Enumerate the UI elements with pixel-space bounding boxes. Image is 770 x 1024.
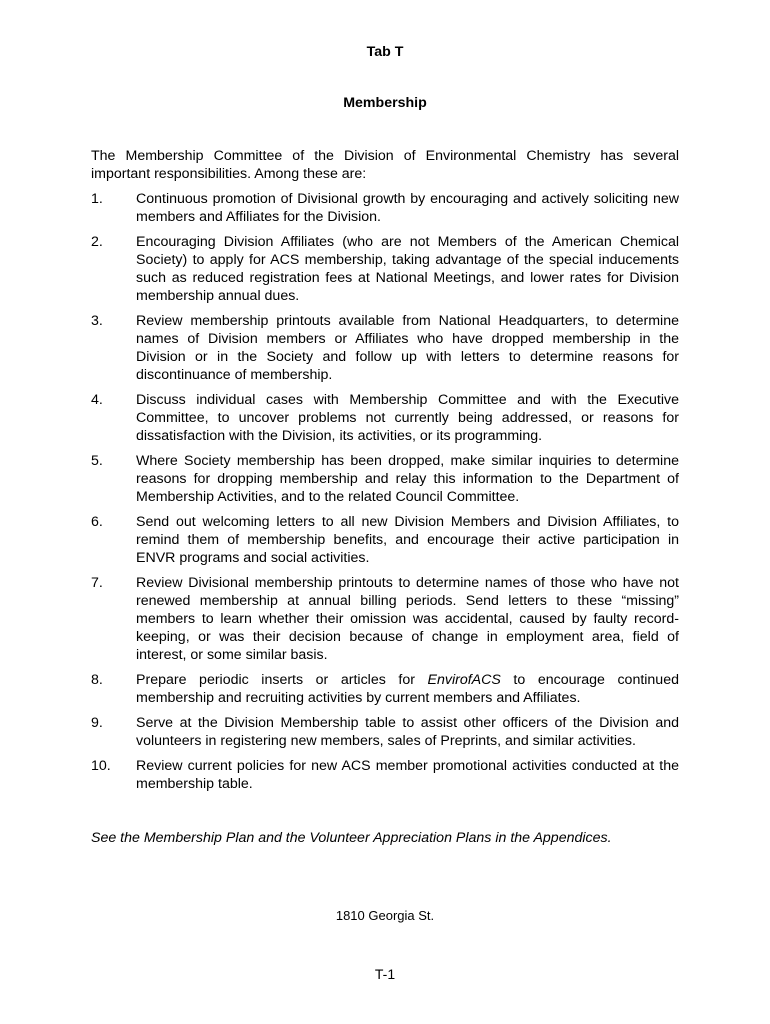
list-item-text: Send out welcoming letters to all new Division Members and Division Affiliates, to remind them of membership benefits, and encourage their active participation in ENVR programs and social activities. [136,514,679,566]
tab-label: Tab T [366,44,404,60]
footer-address: 1810 Georgia St. [335,908,435,923]
list-item-text: Review current policies for new ACS member promotional activities conducted at the membership table. [136,758,679,792]
list-item-number: 6. [91,514,103,530]
list-item [91,671,679,707]
list-item [91,190,679,226]
list-item [91,513,679,567]
page-number: T-1 [374,966,396,982]
list-item-number: 1. [91,191,103,207]
list-item [91,452,679,506]
list-item-number: 7. [91,575,103,591]
list-item-text-after: to encourage continued membership and recruiting activities by current members and Affiliates. [136,672,679,706]
list-item-text: Encouraging Division Affiliates (who are not Members of the American Chemical Society) to apply for ACS membership, taking advantage of the special inducements such as reduced registration fees at National Meetings, and lower rates for Division membership annual dues. [136,234,679,304]
list-item-number: 10. [91,758,111,774]
section-title: Membership [343,95,427,111]
list-item [91,714,679,750]
list-item-number: 8. [91,672,103,688]
intro-paragraph: The Membership Committee of the Division of Environmental Chemistry has several important responsibilities. Among these are: [91,148,679,182]
list-item [91,233,679,305]
list-item [91,574,679,664]
list-item-number: 2. [91,234,103,250]
list-item-text: Review membership printouts available from National Headquarters, to determine names of Division members or Affiliates who have dropped membership in the Division or in the Society and follow up with letters to determine reasons for discontinuance of membership. [136,313,679,383]
list-item-text: Serve at the Division Membership table to assist other officers of the Division and volunteers in registering new members, sales of Preprints, and similar activities. [136,715,679,749]
list-item-number: 4. [91,392,103,408]
list-item [91,312,679,384]
list-item [91,391,679,445]
publication-title: EnvirofACS [427,672,501,688]
list-item-text: Discuss individual cases with Membership Committee and with the Executive Committee, to uncover problems not currently being addressed, or reasons for dissatisfaction with the Division, its activities, or its programming. [136,392,679,444]
list-item-text: Continuous promotion of Divisional growth by encouraging and actively soliciting new members and Affiliates for the Division. [136,191,679,225]
responsibilities-list [91,190,679,800]
closing-note: See the Membership Plan and the Volunteer Appreciation Plans in the Appendices. [91,830,612,846]
list-item-text: Where Society membership has been dropped, make similar inquiries to determine reasons for dropping membership and relay this information to the Department of Membership Activities, and to the related Council Committee. [136,453,679,505]
list-item [91,757,679,793]
list-item-number: 9. [91,715,103,731]
list-item-number: 5. [91,453,103,469]
list-item-text-before: Prepare periodic inserts or articles for [136,672,428,688]
list-item-text: Review Divisional membership printouts to determine names of those who have not renewed membership at annual billing periods. Send letters to these “missing” members to learn whether their omission was accidental, caused by faulty record-keeping, or was their decision because of change in employment area, field of interest, or some similar basis. [136,575,679,663]
list-item-text [136,672,679,706]
list-item-number: 3. [91,313,103,329]
